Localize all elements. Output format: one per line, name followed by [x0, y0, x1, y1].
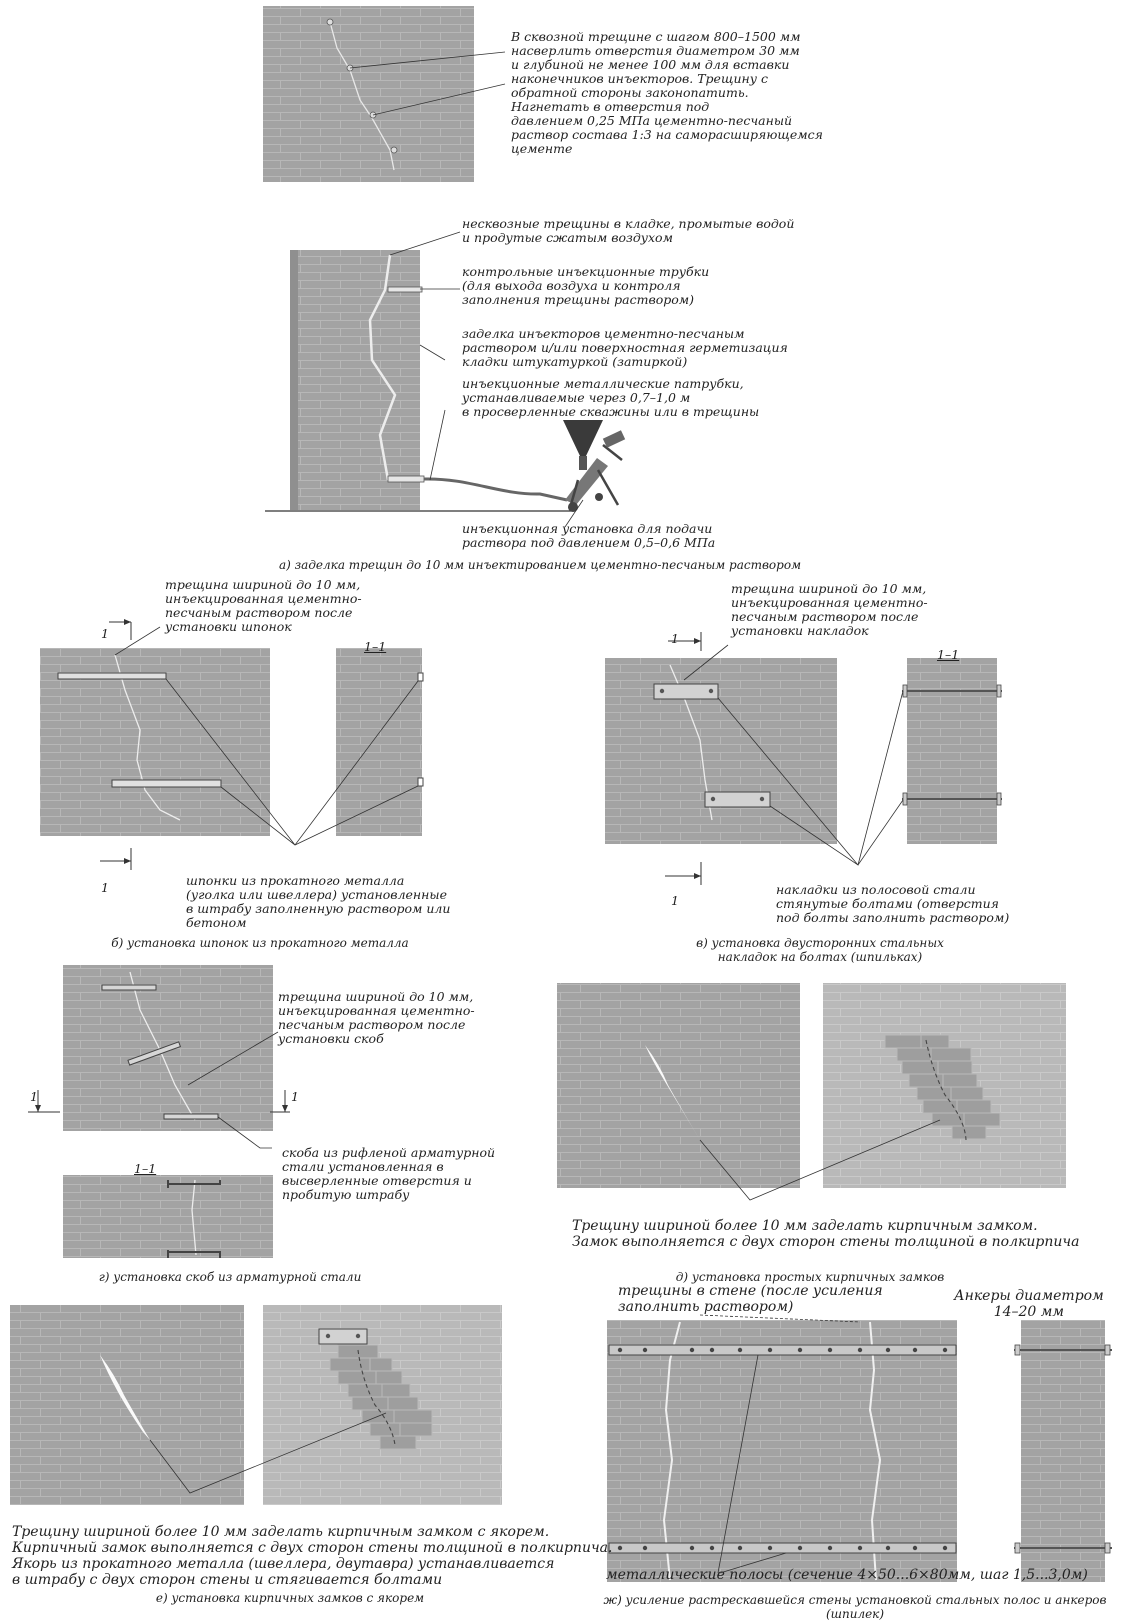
b-section-mark-bottom: 1 [101, 880, 109, 895]
a-through-crack-wall [263, 6, 505, 182]
v-label-plates: накладки из полосовой стали стянутые болтами (отверстия под болты заполнить раствором) [776, 882, 1010, 925]
zh-label-cracks: трещины в стене (после усиления заполнить раствором) [618, 1283, 883, 1315]
injector-hole [327, 19, 333, 25]
a-through-crack-instruction: В сквозной трещине с шагом 800–1500 мм насверлить отверстия диаметром 30 мм и глубиной не менее 100 мм для вставки наконечников инъекторов. Трещину с обратной стороны законопатить. Нагнетать в отверстия под давлением 0,25 МПа цементно-песчаный раствор состава 1:3 на саморасширяющемся цементе [511, 29, 823, 156]
caption-v: в) установка двусторонних стальных накладок на болтах (шпильках) [696, 936, 944, 964]
b-keys-wall [40, 619, 423, 870]
a-label-metal-nozzles: инъекционные металлические патрубки, устанавливаемые через 0,7–1,0 м в просверленные скважины или в трещины [462, 376, 760, 419]
caption-d: д) установка простых кирпичных замков [675, 1270, 945, 1284]
b-label-keys: шпонки из прокатного металла (уголка или швеллера) установленные в штрабу заполненную раствором или бетоном [186, 873, 451, 930]
a-label-injection-unit: инъекционная установка для подачи раствора под давлением 0,5–0,6 МПа [462, 521, 716, 550]
v-section-title: 1–1 [937, 647, 960, 662]
b-label-crack: трещина шириной до 10 мм, инъекцированная цементно- песчаным раствором после установки шпонок [165, 577, 362, 634]
caption-a: а) заделка трещин до 10 мм инъектированием цементно-песчаным раствором [278, 558, 802, 572]
a-label-injector-sealing: заделка инъекторов цементно-песчаным раствором и/или поверхностная герметизация кладки штукатуркой (затиркой) [462, 326, 788, 369]
zh-strips-wall [607, 1315, 1112, 1582]
g-section-mark-left: 1 [30, 1089, 38, 1104]
g-label-staple: скоба из рифленой арматурной стали установленная в высверленные отверстия и пробитую штрабу [282, 1145, 496, 1202]
v-plates-wall [605, 632, 1002, 885]
injection-machine [563, 420, 625, 527]
b-section-title: 1–1 [364, 639, 387, 654]
e-label-anchor-lock: Трещину шириной более 10 мм заделать кирпичным замком с якорем. Кирпичный замок выполняется с двух сторон стены толщиной в полкирпича. Якорь из прокатного металла (швеллера, двутавра) устанавливается в штрабу с двух сторон стены и стягивается болтами [12, 1524, 613, 1588]
v-label-crack: трещина шириной до 10 мм, инъекцированная цементно- песчаным раствором после установки накладок [731, 581, 928, 638]
caption-g: г) установка скоб из арматурной стали [98, 1270, 362, 1284]
v-section-mark-top: 1 [671, 631, 679, 646]
g-label-crack: трещина шириной до 10 мм, инъекцированная цементно- песчаным раствором после установки скоб [278, 989, 475, 1046]
caption-b: б) установка шпонок из прокатного металла [111, 936, 409, 950]
zh-label-strips: металлические полосы (сечение 4×50...6×80мм, шаг 1,5...3,0м) [606, 1567, 1088, 1583]
d-brick-lock-walls [557, 983, 1066, 1200]
e-anchor-lock-walls [10, 1305, 502, 1505]
caption-e: е) установка кирпичных замков с якорем [155, 1591, 425, 1605]
injector-hole [391, 147, 397, 153]
g-section-title: 1–1 [134, 1161, 157, 1176]
zh-label-anchors: Анкеры диаметром 14–20 мм [954, 1288, 1104, 1320]
g-staples-wall [28, 965, 290, 1258]
v-section-mark-bottom: 1 [671, 893, 679, 908]
a-label-nonthrough-cracks: несквозные трещины в кладке, промытые водой и продутые сжатым воздухом [462, 216, 795, 245]
d-label-brick-lock: Трещину шириной более 10 мм заделать кирпичным замком. Замок выполняется с двух сторон стены толщиной в полкирпича [572, 1218, 1080, 1250]
a-label-control-tubes: контрольные инъекционные трубки (для выхода воздуха и контроля заполнения трещины раствором) [462, 264, 710, 307]
b-section-mark-top: 1 [101, 626, 109, 641]
caption-zh: ж) усиление растрескавшейся стены установкой стальных полос и анкеров (шпилек) [603, 1593, 1107, 1621]
g-section-mark-right: 1 [291, 1089, 299, 1104]
